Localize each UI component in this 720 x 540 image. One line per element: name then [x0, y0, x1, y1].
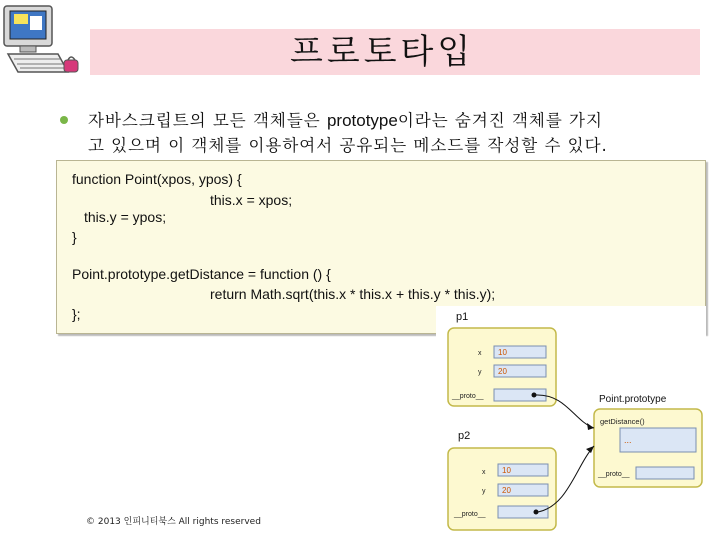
- p2-y-value: 20: [502, 486, 511, 495]
- code-line: }: [72, 229, 77, 245]
- code-line: };: [72, 306, 81, 322]
- p1-y-label: y: [478, 369, 482, 376]
- bullet-text-part1: 자바스크립트의 모든 객체들은: [88, 111, 327, 130]
- p2-label: p2: [458, 430, 471, 442]
- p1-proto-label: __proto__: [452, 393, 484, 400]
- p1-arrowhead-icon: [587, 423, 594, 430]
- p2-proto-label: __proto__: [454, 511, 486, 518]
- p1-y-value: 20: [498, 367, 507, 376]
- prototype-proto-label: __proto__: [598, 471, 630, 478]
- prototype-method-value: ...: [624, 435, 632, 445]
- bullet-text-part2: 이라는 숨겨진 객체를 가지 고 있으며 이 객체를 이용하여서 공유되는 메소드를 작성할 수 있다.: [88, 111, 608, 155]
- prototype-proto-field: [636, 467, 694, 479]
- code-line: this.x = xpos;: [210, 192, 293, 208]
- p2-x-label: x: [482, 469, 486, 476]
- bullet-text: [88, 108, 700, 158]
- page-title: 프로토타입: [290, 32, 475, 72]
- copyright-notice: © 2013 인피니티북스 All rights reserved: [86, 517, 261, 527]
- p2-proto-pointer: [534, 510, 539, 515]
- code-line: return Math.sqrt(this.x * this.x + this.y * this.y);: [210, 286, 496, 302]
- prototype-label: Point.prototype: [599, 394, 667, 405]
- p2-proto-field: [498, 506, 548, 518]
- p2-y-label: y: [482, 488, 486, 495]
- p1-x-label: x: [478, 350, 482, 357]
- computer-clipart-icon: [0, 0, 90, 82]
- bullet-icon: [60, 116, 68, 124]
- code-line: Point.prototype.getDistance = function () {: [72, 266, 331, 282]
- code-line: function Point(xpos, ypos) {: [72, 171, 242, 187]
- bullet-keyword: prototype: [326, 111, 398, 130]
- prototype-diagram: [436, 306, 706, 534]
- p1-label: p1: [456, 311, 469, 323]
- code-line: this.y = ypos;: [84, 209, 167, 225]
- p1-x-value: 10: [498, 348, 507, 357]
- p1-proto-pointer: [532, 393, 537, 398]
- p2-x-value: 10: [502, 466, 511, 475]
- prototype-method-label: getDistance(): [600, 417, 645, 426]
- p2-arrowhead-icon: [586, 446, 594, 453]
